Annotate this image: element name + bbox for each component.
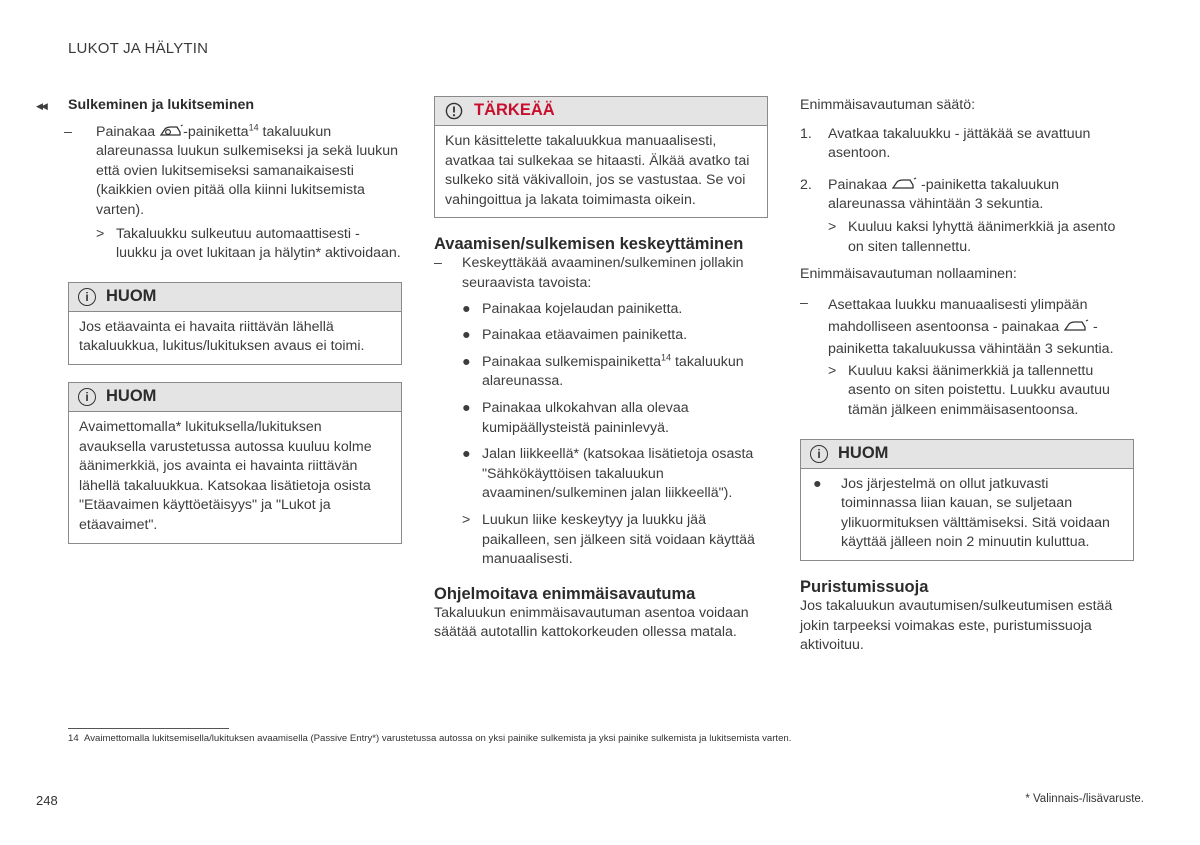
footnote-ref: 14 bbox=[661, 352, 672, 363]
result-marker: > bbox=[828, 362, 837, 379]
result-text: Kuuluu kaksi lyhyttä äänimerkkiä ja asento on siten tallennettu. bbox=[848, 218, 1116, 255]
instruction-item bbox=[36, 123, 402, 221]
bullet-marker: ● bbox=[462, 399, 471, 416]
result-item bbox=[462, 511, 768, 570]
info-icon: i bbox=[810, 445, 828, 463]
result-item bbox=[800, 362, 1134, 421]
footnote-divider bbox=[68, 728, 229, 729]
list-item-text: Painakaa ulkokahvan alla olevaa kumipäällysteistä paininlevyä. bbox=[482, 399, 689, 436]
list-item bbox=[462, 326, 768, 346]
step-1 bbox=[800, 125, 1134, 164]
result-marker: > bbox=[462, 511, 471, 528]
reset-text-start: Asettakaa luukku manuaalisesti ylimpään mahdolliseen asentoonsa - painakaa bbox=[828, 296, 1088, 335]
adjust-title: Enimmäisavautuman säätö: bbox=[800, 97, 976, 113]
list-item bbox=[462, 399, 768, 438]
dash-marker: – bbox=[800, 294, 808, 311]
interrupt-intro bbox=[434, 254, 768, 293]
instruction-text-end: takaluukun alareunassa luukun sulkemiseksi ja sekä luukun että ovien lukitsemiseksi samanaikaisesti (kaikkien ovien pitää olla kiinni lukitsemista varten). bbox=[96, 123, 399, 218]
list-item bbox=[462, 300, 768, 320]
footnote-ref: 14 bbox=[248, 121, 259, 132]
bullet-marker: ● bbox=[462, 353, 471, 370]
note-body: Jos etäavainta ei havaita riittävän lähellä takaluukkua, lukitus/lukituksen avaus ei toimi. bbox=[79, 318, 365, 355]
bullet-marker: ● bbox=[813, 475, 822, 492]
pinch-text: Jos takaluukun avautumisen/sulkeutumisen estää jokin tarpeeksi voimakas este, puristumissuoja aktivoituu. bbox=[800, 597, 1113, 654]
warning-header bbox=[435, 97, 767, 126]
tailgate-lock-icon bbox=[159, 124, 183, 138]
interrupt-intro-text: Keskeyttäkää avaaminen/sulkeminen jollakin seuraavista tavoista: bbox=[462, 255, 744, 291]
reset-item bbox=[800, 294, 1134, 360]
section-heading-row bbox=[36, 96, 402, 117]
dash-marker: – bbox=[64, 123, 72, 140]
warning-box bbox=[434, 96, 768, 218]
pinch-heading: Puristumissuoja bbox=[800, 577, 929, 596]
page-number: 248 bbox=[36, 793, 58, 808]
note-title: HUOM bbox=[838, 443, 889, 462]
list-item-text: Painakaa etäavaimen painiketta. bbox=[482, 327, 688, 344]
warning-title: TÄRKEÄÄ bbox=[474, 101, 555, 120]
tailgate-icon bbox=[1063, 319, 1089, 333]
note-title: HUOM bbox=[106, 286, 157, 305]
step-text bbox=[828, 176, 1134, 215]
step-text-end: -painiketta takaluukun alareunassa vähintään 3 sekuntia. bbox=[828, 176, 1060, 213]
reset-title: Enimmäisavautuman nollaaminen: bbox=[800, 266, 1017, 283]
list-item-text-start: Painakaa sulkemispainiketta bbox=[482, 353, 662, 370]
footnote-text: Avaimettomalla lukitsemisella/lukituksen avaamisella (Passive Entry*) varustetussa autossa on yksi painike sulkemista ja yksi painike sulkemista ja lukitsemista varten. bbox=[84, 733, 792, 744]
result-marker: > bbox=[96, 225, 105, 242]
section-title: Sulkeminen ja lukitseminen bbox=[68, 97, 255, 113]
step-2 bbox=[800, 176, 1134, 215]
list-item-text: Painakaa kojelaudan painiketta. bbox=[482, 300, 683, 317]
interrupt-heading: Avaamisen/sulkemisen keskeyttäminen bbox=[434, 235, 744, 254]
interrupt-methods bbox=[434, 300, 768, 570]
column-1 bbox=[36, 96, 402, 544]
result-text: Kuuluu kaksi äänimerkkiä ja tallennettu asento on siten poistettu. Luukku avautuu tämän jälkeen enimmäisasentoonsa. bbox=[848, 362, 1110, 418]
column-2 bbox=[434, 96, 768, 643]
instruction-button-suffix: -painiketta bbox=[183, 123, 249, 140]
result-item bbox=[800, 218, 1134, 257]
program-text: Takaluukun enimmäisavautuman asentoa voidaan säätää autotallin kattokorkeuden ollessa matala. bbox=[434, 604, 749, 641]
result-text: Luukun liike keskeytyy ja luukku jää paikalleen, sen jälkeen sitä voidaan käyttää manuaalisesti. bbox=[482, 511, 755, 568]
note-body bbox=[801, 469, 1133, 560]
info-icon: i bbox=[78, 388, 96, 406]
reset-text-end: -painiketta takaluukussa vähintään 3 sekuntia. bbox=[828, 318, 1114, 357]
section-header: LUKOT JA HÄLYTIN bbox=[68, 40, 209, 57]
warning-body: Kun käsittelette takaluukkua manuaalisesti, avatkaa tai sulkekaa se hitaasti. Älkää avatko tai sulkeko sitä väkivalloin, jos se vastustaa. Se voi vahingoittua ja lakata toimimasta oikein. bbox=[445, 133, 750, 208]
note-box-1 bbox=[68, 282, 402, 365]
list-item bbox=[462, 445, 768, 504]
bullet-marker: ● bbox=[462, 300, 471, 317]
result-marker: > bbox=[828, 218, 837, 235]
footnote-number: 14 bbox=[68, 733, 79, 744]
note-header bbox=[801, 440, 1133, 469]
bullet-marker: ● bbox=[462, 446, 471, 463]
note-header bbox=[69, 283, 401, 312]
tailgate-icon bbox=[891, 177, 917, 191]
column-3 bbox=[800, 96, 1134, 656]
note-body: Avaimettomalla* lukituksella/lukituksen avauksella varustetussa autossa kuuluu kolme äänimerkkiä, jos avainta ei havainta riittävän lähellä takaluukkua. Katsokaa lisätietoja osista "Etäavaimen käyttöetäisyys" ja "Lukot ja etäavaimet". bbox=[79, 418, 372, 533]
program-heading: Ohjelmoitava enimmäisavautuma bbox=[434, 584, 696, 603]
note-box-2 bbox=[68, 382, 402, 544]
note-header bbox=[69, 383, 401, 412]
note-title: HUOM bbox=[106, 387, 157, 406]
note-box-3 bbox=[800, 439, 1134, 561]
list-item-text-end: takaluukun alareunassa. bbox=[482, 353, 744, 390]
footnote bbox=[68, 733, 791, 744]
note-text: Jos järjestelmä on ollut jatkuvasti toiminnassa liian kauan, se suljetaan ylikuormituksen välttämiseksi. Sitä voidaan käyttää jälleen noin 2 minuutin kuluttua. bbox=[841, 475, 1110, 551]
result-text: Takaluukku sulkeutuu automaattisesti - luukku ja ovet lukitaan ja hälytin* aktivoidaan. bbox=[116, 225, 401, 262]
instruction-text bbox=[96, 123, 402, 221]
instruction-text-start: Painakaa bbox=[96, 123, 160, 140]
dash-marker: – bbox=[434, 255, 442, 272]
warning-icon bbox=[444, 102, 464, 120]
step-text-start: Painakaa bbox=[828, 176, 892, 193]
optional-equipment-note: * Valinnais-/lisävaruste. bbox=[1025, 793, 1144, 805]
step-number: 2. bbox=[800, 176, 812, 193]
step-number: 1. bbox=[800, 125, 812, 142]
info-icon: i bbox=[78, 288, 96, 306]
list-item-text bbox=[482, 353, 768, 392]
list-item bbox=[462, 353, 768, 392]
bullet-marker: ● bbox=[462, 327, 471, 344]
step-text: Avatkaa takaluukku - jättäkää se avattuun asentoon. bbox=[828, 125, 1091, 162]
list-item-text: Jalan liikkeellä* (katsokaa lisätietoja osasta "Sähkökäyttöisen takaluukun avaaminen/sulkeminen jalan liikkeellä"). bbox=[482, 446, 754, 502]
reset-text bbox=[828, 294, 1134, 360]
result-item bbox=[36, 225, 402, 264]
continuation-marker-icon: ◀◀ bbox=[36, 101, 46, 111]
